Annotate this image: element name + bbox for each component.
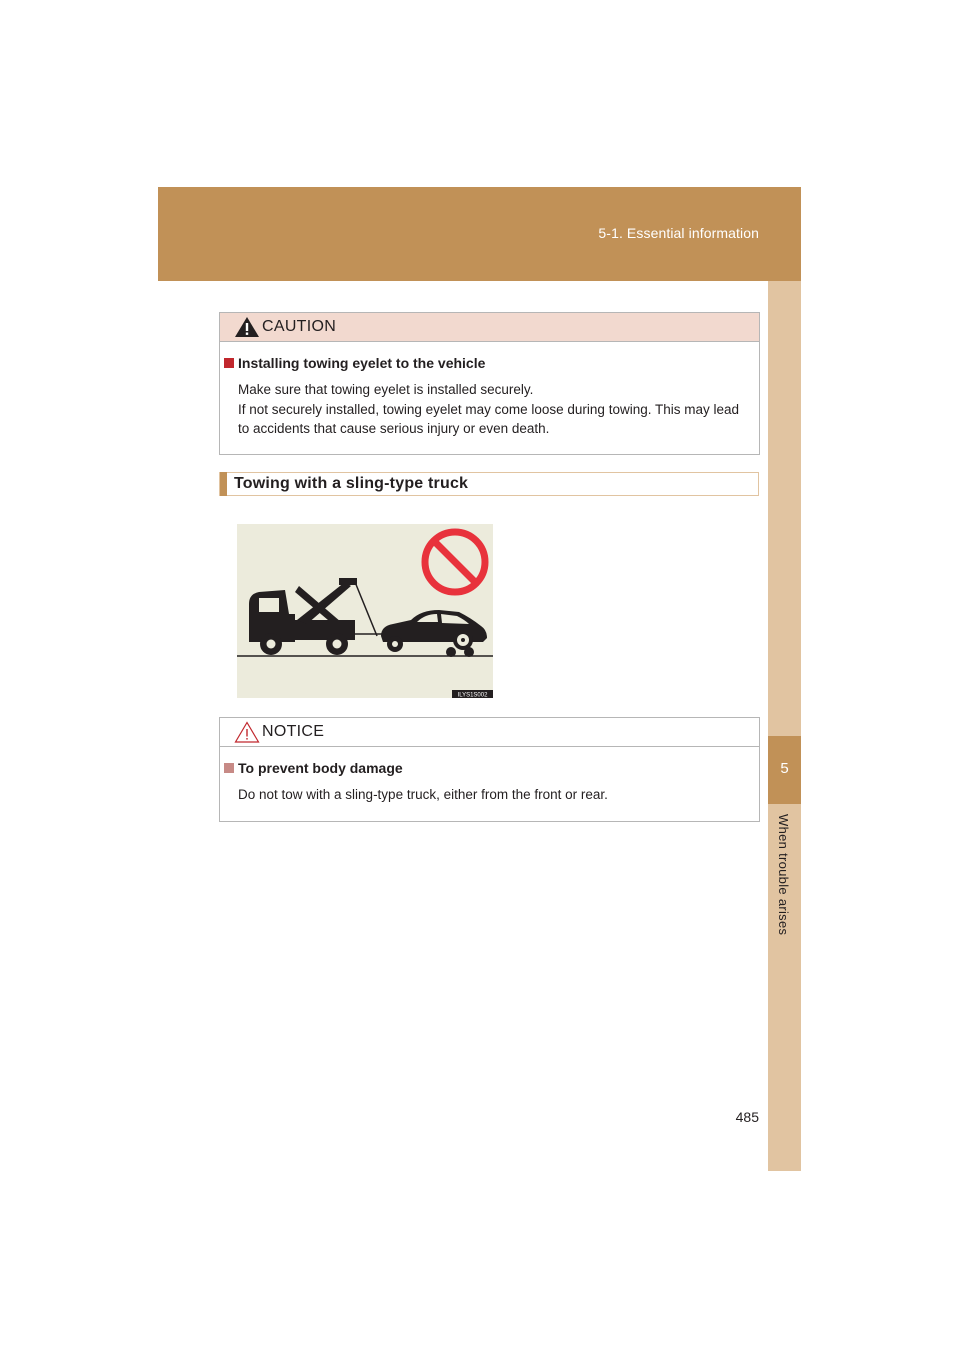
notice-item-title-text: To prevent body damage [238,760,403,776]
caution-line: to accidents that cause serious injury or even death. [238,421,550,436]
caution-box [219,312,760,455]
caution-line: If not securely installed, towing eyelet may come loose during towing. This may lead [238,401,740,417]
notice-box [219,717,760,822]
caution-header [220,313,759,342]
caution-item-title-text: Installing towing eyelet to the vehicle [238,355,486,371]
notice-line: Do not tow with a sling-type truck, either from the front or rear. [238,787,608,802]
notice-warning-icon [234,721,260,743]
notice-header [220,718,759,747]
caution-body [238,380,755,439]
chapter-title: When trouble arises [776,814,791,936]
section-title: 5-1. Essential information [598,225,759,241]
side-strip [768,281,801,1171]
illustration-code: ILYS1S002 [457,692,488,698]
bullet-square [224,763,234,773]
chapter-number: 5 [780,760,789,777]
notice-body [238,785,755,805]
header-band [158,187,801,281]
warning-icon [234,316,260,338]
caution-line: Make sure that towing eyelet is installed securely. [238,382,534,397]
section-heading [219,472,759,496]
chapter-tab[interactable] [768,736,801,804]
section-heading-label: Towing with a sling-type truck [234,475,469,492]
sling-truck-illustration [237,524,493,698]
notice-label: NOTICE [262,723,325,740]
caution-item-title [224,355,485,371]
page-number: 485 [735,1109,759,1125]
section-heading-bar [220,472,227,496]
bullet-square [224,358,234,368]
notice-item-title [224,760,403,776]
caution-label: CAUTION [262,318,337,335]
